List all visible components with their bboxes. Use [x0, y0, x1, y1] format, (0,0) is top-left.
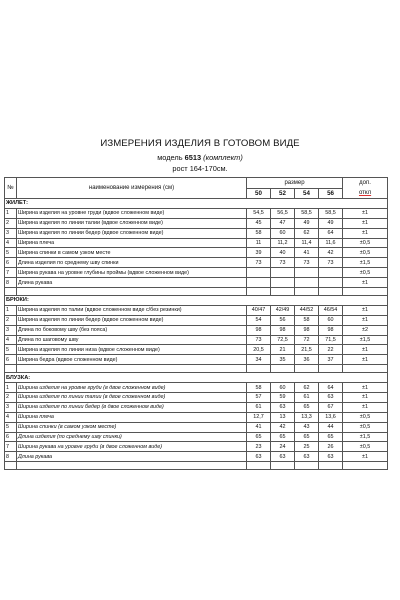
size-value: 65 — [295, 402, 319, 412]
measurement-name: Ширина изделия по линии талии (в двое сложенном виде) — [17, 393, 247, 403]
document-title: ИЗМЕРЕНИЯ ИЗДЕЛИЯ В ГОТОВОМ ВИДЕ — [100, 138, 300, 149]
row-number: 3 — [5, 325, 17, 335]
tolerance-value: ±1 — [343, 355, 388, 365]
col-tol-header-2: откл — [358, 190, 372, 197]
size-value: 65 — [295, 432, 319, 442]
measurement-name: Ширина рукава на уровне груди (в двое сложенном виде) — [17, 442, 247, 452]
size-value: 73 — [271, 258, 295, 268]
row-number: 8 — [5, 278, 17, 288]
tolerance-value: ±1 — [343, 402, 388, 412]
section-title-row — [5, 199, 388, 209]
size-value: 60 — [271, 383, 295, 393]
row-number: 6 — [5, 432, 17, 442]
table-row — [5, 393, 388, 403]
size-value: 49 — [295, 218, 319, 228]
section-title: БРЮКИ: — [5, 296, 388, 306]
size-value — [295, 268, 319, 278]
row-number: 5 — [5, 422, 17, 432]
measurement-name: Длина рукава — [17, 278, 247, 288]
size-value: 43 — [295, 422, 319, 432]
col-num-header: № — [5, 178, 17, 199]
size-value: 54 — [247, 315, 271, 325]
tolerance-value: ±1 — [343, 452, 388, 462]
size-value: 11,6 — [319, 238, 343, 248]
col-name-header: наименование измерения (см) — [17, 178, 247, 199]
size-value: 42 — [271, 422, 295, 432]
section-title: БЛУЗКА: — [5, 373, 388, 383]
size-value: 61 — [247, 402, 271, 412]
spacer-row — [5, 288, 388, 296]
measurement-name: Ширина плеча — [17, 412, 247, 422]
row-number: 1 — [5, 305, 17, 315]
row-number: 2 — [5, 218, 17, 228]
size-value: 49 — [319, 218, 343, 228]
size-value: 65 — [271, 432, 295, 442]
size-value: 23 — [247, 442, 271, 452]
row-number: 4 — [5, 412, 17, 422]
header-row-1 — [5, 178, 388, 189]
size-value: 65 — [319, 432, 343, 442]
size-value: 12,7 — [247, 412, 271, 422]
size-value: 45 — [247, 218, 271, 228]
size-value: 58,5 — [319, 208, 343, 218]
size-value: 44/52 — [295, 305, 319, 315]
size-value: 20,5 — [247, 345, 271, 355]
col-tol-header: доп. — [343, 178, 388, 189]
size-value: 37 — [319, 355, 343, 365]
section-title-row — [5, 296, 388, 306]
model-number: 6513 — [184, 153, 202, 162]
size-value: 42/49 — [271, 305, 295, 315]
tolerance-value: ±0,5 — [343, 268, 388, 278]
size-value: 98 — [247, 325, 271, 335]
row-number: 6 — [5, 355, 17, 365]
tolerance-value: ±1,5 — [343, 432, 388, 442]
size-header: 50 — [247, 189, 271, 199]
size-value: 24 — [271, 442, 295, 452]
table-row — [5, 383, 388, 393]
size-value — [271, 278, 295, 288]
size-value: 60 — [319, 315, 343, 325]
size-value — [319, 268, 343, 278]
size-value: 61 — [295, 393, 319, 403]
table-row — [5, 208, 388, 218]
section-title-row — [5, 373, 388, 383]
size-value: 63 — [271, 452, 295, 462]
size-value: 13,3 — [295, 412, 319, 422]
model-line — [0, 153, 400, 162]
table-row — [5, 452, 388, 462]
size-value: 56 — [271, 315, 295, 325]
measurement-table — [4, 177, 388, 470]
size-value: 11 — [247, 238, 271, 248]
tolerance-value: ±0,5 — [343, 238, 388, 248]
size-value: 25 — [295, 442, 319, 452]
size-value: 41 — [247, 422, 271, 432]
model-suffix: (комплект) — [203, 153, 243, 162]
size-value: 62 — [295, 383, 319, 393]
size-value: 64 — [319, 383, 343, 393]
tolerance-value: ±1 — [343, 305, 388, 315]
size-value: 21 — [271, 345, 295, 355]
size-header: 52 — [271, 189, 295, 199]
row-number: 2 — [5, 393, 17, 403]
row-number: 7 — [5, 268, 17, 278]
table-row — [5, 268, 388, 278]
table-row — [5, 442, 388, 452]
tolerance-value: ±2 — [343, 325, 388, 335]
tolerance-value: ±0,5 — [343, 248, 388, 258]
size-value: 63 — [247, 452, 271, 462]
row-number: 3 — [5, 402, 17, 412]
table-row — [5, 315, 388, 325]
measurement-name: Ширина бедра (вдвое сложенном виде) — [17, 355, 247, 365]
measurement-name: Ширина изделия по линии низа (вдвое сложенном виде) — [17, 345, 247, 355]
size-value: 13,6 — [319, 412, 343, 422]
measurement-name: Длина изделия (по среднему шву спинки) — [17, 432, 247, 442]
size-value: 57 — [247, 393, 271, 403]
row-number: 6 — [5, 258, 17, 268]
size-value: 11,4 — [295, 238, 319, 248]
size-value: 46/54 — [319, 305, 343, 315]
size-value: 73 — [319, 258, 343, 268]
measurement-name: Длина рукава — [17, 452, 247, 462]
size-value: 64 — [319, 228, 343, 238]
table-row — [5, 305, 388, 315]
measurement-name: Ширина изделия по линии бедер (вдвое сложенном виде) — [17, 315, 247, 325]
table-row — [5, 258, 388, 268]
size-value: 63 — [319, 393, 343, 403]
tolerance-value: ±1 — [343, 345, 388, 355]
size-value: 58 — [247, 228, 271, 238]
size-value: 72 — [295, 335, 319, 345]
size-value: 58 — [295, 315, 319, 325]
tolerance-value: ±1 — [343, 315, 388, 325]
size-value: 73 — [247, 335, 271, 345]
size-value: 98 — [271, 325, 295, 335]
size-value: 73 — [247, 258, 271, 268]
row-number: 2 — [5, 315, 17, 325]
size-header: 56 — [319, 189, 343, 199]
height-range: рост 164-170см. — [172, 164, 228, 173]
section-title: ЖИЛЕТ: — [5, 199, 388, 209]
size-value: 63 — [271, 402, 295, 412]
tolerance-value: ±1 — [343, 208, 388, 218]
measurement-name: Ширина плеча — [17, 238, 247, 248]
size-value: 22 — [319, 345, 343, 355]
table-row — [5, 402, 388, 412]
row-number: 8 — [5, 452, 17, 462]
measurement-name: Ширина изделия по линии бедер (вдвое сложенном виде) — [17, 228, 247, 238]
size-value: 56,5 — [271, 208, 295, 218]
row-number: 5 — [5, 248, 17, 258]
size-value: 34 — [247, 355, 271, 365]
size-value: 58,5 — [295, 208, 319, 218]
tolerance-value: ±1 — [343, 383, 388, 393]
size-value: 54,5 — [247, 208, 271, 218]
tolerance-value: ±1 — [343, 218, 388, 228]
measurement-name: Ширина изделия на уровне груди (в двое сложенном виде) — [17, 383, 247, 393]
table-row — [5, 248, 388, 258]
measurement-name: Ширина изделия по линии талии (вдвое сложенном виде) — [17, 218, 247, 228]
model-prefix: модель — [157, 153, 183, 162]
measurement-name: Ширина изделия по линии бедер (в двое сложенном виде) — [17, 402, 247, 412]
size-value: 26 — [319, 442, 343, 452]
size-value: 65 — [247, 432, 271, 442]
size-value: 40/47 — [247, 305, 271, 315]
table-row — [5, 325, 388, 335]
col-size-header: размер — [247, 178, 343, 189]
size-value: 98 — [295, 325, 319, 335]
size-value: 72,5 — [271, 335, 295, 345]
row-number: 1 — [5, 208, 17, 218]
size-value: 39 — [247, 248, 271, 258]
table-row — [5, 412, 388, 422]
table-row — [5, 218, 388, 228]
measurement-name: Ширина спинки (в самом узком месте) — [17, 422, 247, 432]
table-row — [5, 355, 388, 365]
table-row — [5, 422, 388, 432]
size-header: 54 — [295, 189, 319, 199]
size-value: 60 — [271, 228, 295, 238]
measurement-name: Длина по шаговому шву — [17, 335, 247, 345]
size-value: 62 — [295, 228, 319, 238]
size-value: 36 — [295, 355, 319, 365]
size-value — [295, 278, 319, 288]
tolerance-value: ±1 — [343, 278, 388, 288]
row-number: 4 — [5, 238, 17, 248]
row-number: 5 — [5, 345, 17, 355]
size-value: 73 — [295, 258, 319, 268]
table-row — [5, 335, 388, 345]
measurement-name: Длина изделия по среднему шву спинки — [17, 258, 247, 268]
measurement-name: Ширина изделия на уровне груди (вдвое сложенном виде) — [17, 208, 247, 218]
size-value: 63 — [295, 452, 319, 462]
row-number: 7 — [5, 442, 17, 452]
tolerance-value: ±1 — [343, 393, 388, 403]
size-value: 44 — [319, 422, 343, 432]
size-value: 67 — [319, 402, 343, 412]
table-row — [5, 432, 388, 442]
tolerance-value: ±1,5 — [343, 335, 388, 345]
size-value: 71,5 — [319, 335, 343, 345]
size-value: 40 — [271, 248, 295, 258]
table-row — [5, 228, 388, 238]
row-number: 1 — [5, 383, 17, 393]
tolerance-value: ±0,5 — [343, 412, 388, 422]
size-value — [271, 268, 295, 278]
tolerance-value: ±1 — [343, 228, 388, 238]
size-value: 42 — [319, 248, 343, 258]
measurement-name: Ширина рукава на уровне глубины проймы (вдвое сложенном виде) — [17, 268, 247, 278]
size-value: 63 — [319, 452, 343, 462]
spacer-row — [5, 365, 388, 373]
spacer-row — [5, 462, 388, 470]
size-value: 41 — [295, 248, 319, 258]
measurement-name: Ширина спинки в самом узком месте — [17, 248, 247, 258]
measurement-name: Ширина изделия по талии (вдвое сложенном виде с/без резинки) — [17, 305, 247, 315]
size-value: 35 — [271, 355, 295, 365]
tolerance-value: ±0,5 — [343, 422, 388, 432]
size-value: 47 — [271, 218, 295, 228]
row-number: 4 — [5, 335, 17, 345]
table-row — [5, 345, 388, 355]
size-value — [319, 278, 343, 288]
measurement-name: Длина по боковому шву (без пояса) — [17, 325, 247, 335]
table-row — [5, 278, 388, 288]
size-value — [247, 268, 271, 278]
size-value: 13 — [271, 412, 295, 422]
size-value: 21,5 — [295, 345, 319, 355]
size-value: 59 — [271, 393, 295, 403]
row-number: 3 — [5, 228, 17, 238]
tolerance-value: ±1,5 — [343, 258, 388, 268]
size-value: 58 — [247, 383, 271, 393]
tolerance-value: ±0,5 — [343, 442, 388, 452]
size-value — [247, 278, 271, 288]
size-value: 98 — [319, 325, 343, 335]
size-value: 11,2 — [271, 238, 295, 248]
table-row — [5, 238, 388, 248]
